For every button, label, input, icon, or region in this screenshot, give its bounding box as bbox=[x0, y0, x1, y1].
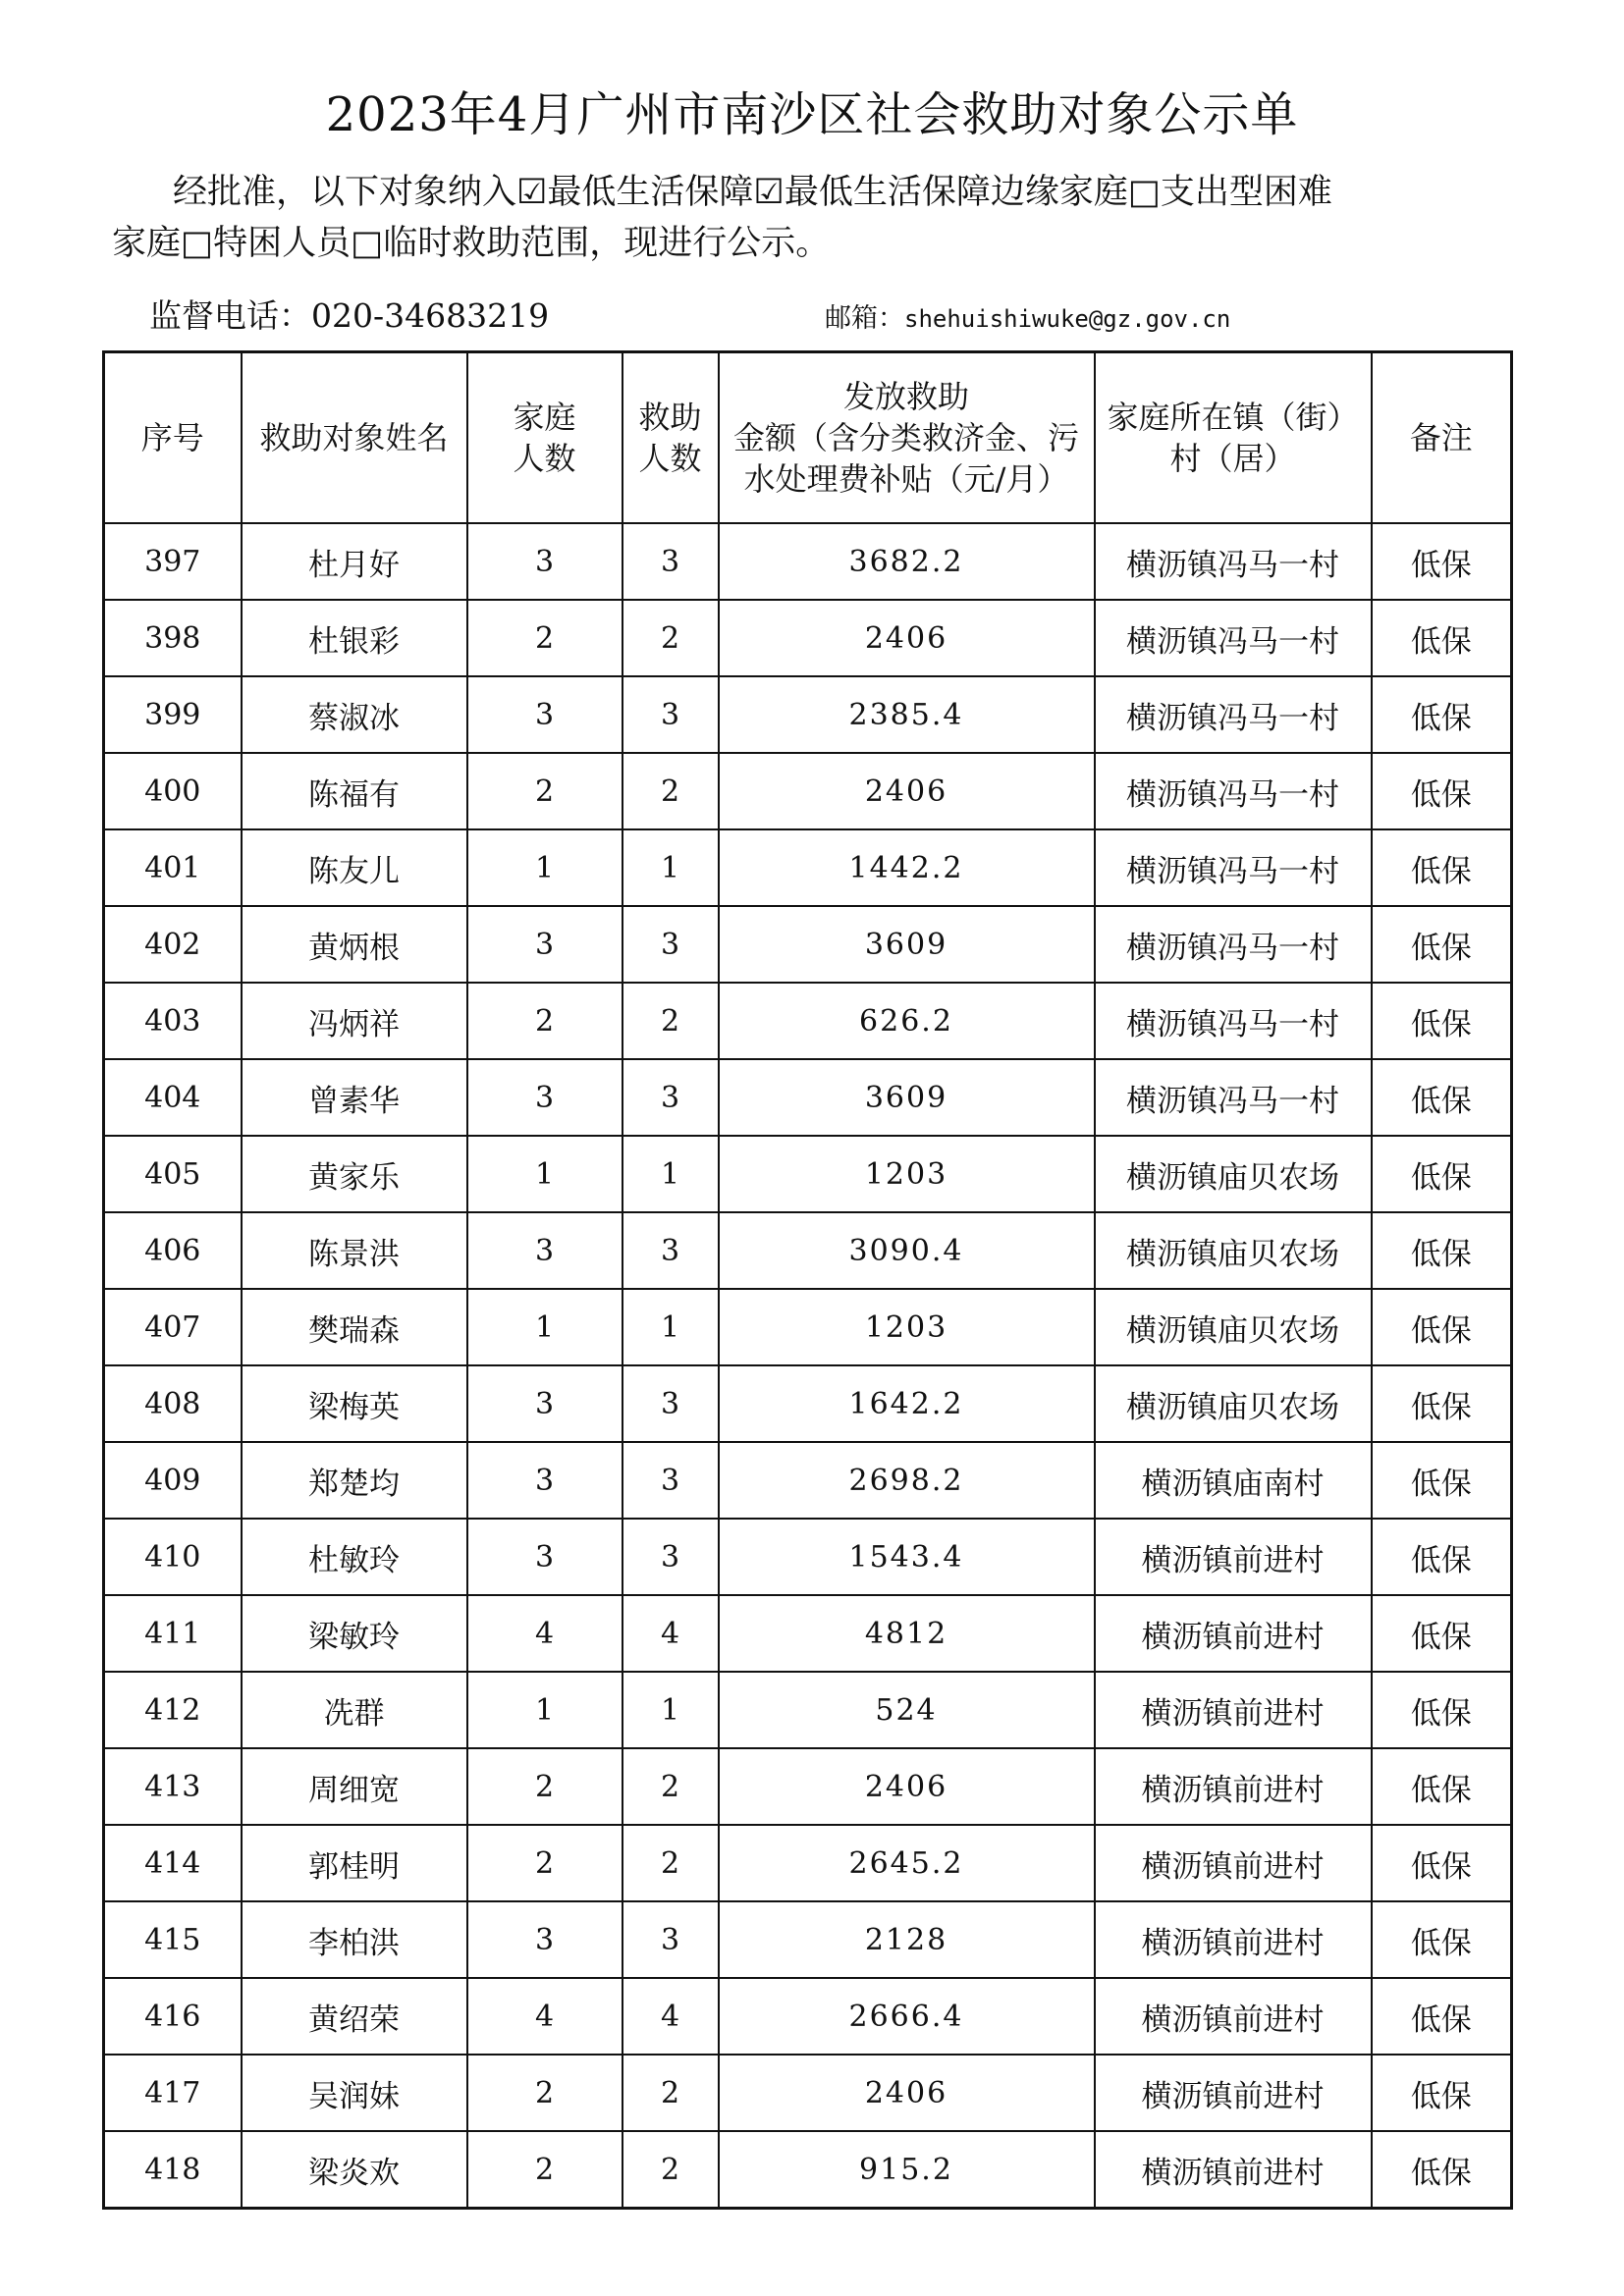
cell-aided-count: 1 bbox=[623, 829, 719, 906]
cell-seq: 398 bbox=[104, 600, 242, 676]
table-row bbox=[104, 1212, 1512, 1289]
table-row bbox=[104, 906, 1512, 983]
cell-family-count: 3 bbox=[467, 1212, 623, 1289]
intro-text-3: 最低生活保障边缘家庭 bbox=[784, 173, 1128, 212]
cell-amount: 2666.4 bbox=[719, 1978, 1095, 2055]
cell-amount: 2385.4 bbox=[719, 676, 1095, 753]
cell-remark: 低保 bbox=[1372, 1442, 1512, 1519]
table-row bbox=[104, 1672, 1512, 1748]
cell-town: 横沥镇前进村 bbox=[1095, 1978, 1372, 2055]
cell-seq: 406 bbox=[104, 1212, 242, 1289]
intro-text-1: 经批准，以下对象纳入 bbox=[173, 173, 517, 212]
intro-paragraph bbox=[114, 167, 1528, 269]
cell-family-count: 2 bbox=[467, 600, 623, 676]
cell-amount: 2645.2 bbox=[719, 1825, 1095, 1901]
cell-town: 横沥镇前进村 bbox=[1095, 1901, 1372, 1978]
cell-name: 樊瑞森 bbox=[242, 1289, 467, 1365]
cell-remark: 低保 bbox=[1372, 600, 1512, 676]
cell-name: 黄家乐 bbox=[242, 1136, 467, 1212]
table-row bbox=[104, 523, 1512, 600]
cell-name: 黄炳根 bbox=[242, 906, 467, 983]
cell-name: 郑楚均 bbox=[242, 1442, 467, 1519]
cell-amount: 3609 bbox=[719, 906, 1095, 983]
cell-remark: 低保 bbox=[1372, 1748, 1512, 1825]
cell-remark: 低保 bbox=[1372, 1059, 1512, 1136]
intro-text-7: 临时救助范围，现进行公示。 bbox=[383, 224, 831, 263]
cell-seq: 410 bbox=[104, 1519, 242, 1595]
table-row bbox=[104, 1136, 1512, 1212]
phone-block bbox=[149, 291, 549, 337]
cell-name: 杜敏玲 bbox=[242, 1519, 467, 1595]
email-address: shehuishiwuke@gz.gov.cn bbox=[904, 305, 1231, 333]
table-row bbox=[104, 600, 1512, 676]
cell-amount: 915.2 bbox=[719, 2131, 1095, 2209]
cell-seq: 403 bbox=[104, 983, 242, 1059]
cell-amount: 2128 bbox=[719, 1901, 1095, 1978]
cell-name: 陈景洪 bbox=[242, 1212, 467, 1289]
cell-family-count: 3 bbox=[467, 1519, 623, 1595]
cell-remark: 低保 bbox=[1372, 906, 1512, 983]
cell-amount: 1442.2 bbox=[719, 829, 1095, 906]
cell-aided-count: 3 bbox=[623, 1365, 719, 1442]
cell-seq: 413 bbox=[104, 1748, 242, 1825]
cell-seq: 408 bbox=[104, 1365, 242, 1442]
header-aided-count: 救助 人数 bbox=[623, 352, 719, 524]
checkbox-dibao-edge: ☑ bbox=[753, 173, 785, 212]
table-row bbox=[104, 1519, 1512, 1595]
cell-town: 横沥镇前进村 bbox=[1095, 1595, 1372, 1672]
checkbox-temporary: □ bbox=[351, 224, 384, 263]
cell-family-count: 4 bbox=[467, 1978, 623, 2055]
table-row bbox=[104, 1442, 1512, 1519]
cell-town: 横沥镇庙贝农场 bbox=[1095, 1136, 1372, 1212]
cell-family-count: 2 bbox=[467, 2055, 623, 2131]
phone-number: 020-34683219 bbox=[311, 296, 550, 335]
cell-name: 杜银彩 bbox=[242, 600, 467, 676]
header-family-count: 家庭 人数 bbox=[467, 352, 623, 524]
cell-remark: 低保 bbox=[1372, 1595, 1512, 1672]
header-amount: 发放救助 金额（含分类救济金、污 水处理费补贴（元/月） bbox=[719, 352, 1095, 524]
cell-seq: 399 bbox=[104, 676, 242, 753]
cell-amount: 2698.2 bbox=[719, 1442, 1095, 1519]
cell-amount: 3609 bbox=[719, 1059, 1095, 1136]
cell-aided-count: 2 bbox=[623, 983, 719, 1059]
cell-family-count: 3 bbox=[467, 1365, 623, 1442]
cell-seq: 400 bbox=[104, 753, 242, 829]
cell-aided-count: 2 bbox=[623, 1825, 719, 1901]
cell-name: 吴润妹 bbox=[242, 2055, 467, 2131]
cell-remark: 低保 bbox=[1372, 2055, 1512, 2131]
cell-aided-count: 3 bbox=[623, 1519, 719, 1595]
cell-name: 蔡淑冰 bbox=[242, 676, 467, 753]
cell-family-count: 3 bbox=[467, 1442, 623, 1519]
cell-seq: 404 bbox=[104, 1059, 242, 1136]
cell-remark: 低保 bbox=[1372, 2131, 1512, 2209]
cell-aided-count: 3 bbox=[623, 1059, 719, 1136]
cell-seq: 405 bbox=[104, 1136, 242, 1212]
cell-amount: 524 bbox=[719, 1672, 1095, 1748]
cell-name: 黄绍荣 bbox=[242, 1978, 467, 2055]
cell-amount: 1203 bbox=[719, 1289, 1095, 1365]
table-row bbox=[104, 2055, 1512, 2131]
cell-remark: 低保 bbox=[1372, 1519, 1512, 1595]
cell-seq: 407 bbox=[104, 1289, 242, 1365]
header-name: 救助对象姓名 bbox=[242, 352, 467, 524]
intro-text-5: 家庭 bbox=[112, 224, 182, 263]
cell-aided-count: 3 bbox=[623, 676, 719, 753]
cell-town: 横沥镇冯马一村 bbox=[1095, 753, 1372, 829]
phone-label: 监督电话： bbox=[149, 296, 311, 335]
cell-remark: 低保 bbox=[1372, 983, 1512, 1059]
cell-aided-count: 1 bbox=[623, 1672, 719, 1748]
cell-town: 横沥镇冯马一村 bbox=[1095, 829, 1372, 906]
cell-amount: 3682.2 bbox=[719, 523, 1095, 600]
cell-amount: 1642.2 bbox=[719, 1365, 1095, 1442]
header-town: 家庭所在镇（街） 村（居） bbox=[1095, 352, 1372, 524]
cell-remark: 低保 bbox=[1372, 523, 1512, 600]
cell-town: 横沥镇前进村 bbox=[1095, 1672, 1372, 1748]
cell-amount: 2406 bbox=[719, 753, 1095, 829]
cell-town: 横沥镇前进村 bbox=[1095, 1519, 1372, 1595]
cell-aided-count: 2 bbox=[623, 753, 719, 829]
cell-name: 郭桂明 bbox=[242, 1825, 467, 1901]
cell-remark: 低保 bbox=[1372, 1825, 1512, 1901]
cell-name: 李柏洪 bbox=[242, 1901, 467, 1978]
email-label: 邮箱： bbox=[825, 303, 904, 334]
cell-town: 横沥镇前进村 bbox=[1095, 1748, 1372, 1825]
header-remark: 备注 bbox=[1372, 352, 1512, 524]
cell-town: 横沥镇冯马一村 bbox=[1095, 1059, 1372, 1136]
checkbox-tekun: □ bbox=[181, 224, 214, 263]
cell-name: 梁梅英 bbox=[242, 1365, 467, 1442]
cell-family-count: 3 bbox=[467, 523, 623, 600]
cell-town: 横沥镇冯马一村 bbox=[1095, 676, 1372, 753]
cell-town: 横沥镇庙贝农场 bbox=[1095, 1365, 1372, 1442]
cell-remark: 低保 bbox=[1372, 676, 1512, 753]
contact-line bbox=[0, 291, 1624, 340]
cell-name: 梁炎欢 bbox=[242, 2131, 467, 2209]
cell-amount: 626.2 bbox=[719, 983, 1095, 1059]
cell-town: 横沥镇庙贝农场 bbox=[1095, 1289, 1372, 1365]
table-row bbox=[104, 1365, 1512, 1442]
cell-family-count: 3 bbox=[467, 1901, 623, 1978]
cell-family-count: 3 bbox=[467, 1059, 623, 1136]
cell-remark: 低保 bbox=[1372, 829, 1512, 906]
cell-town: 横沥镇前进村 bbox=[1095, 2055, 1372, 2131]
table-row bbox=[104, 2131, 1512, 2209]
cell-amount: 2406 bbox=[719, 600, 1095, 676]
cell-seq: 402 bbox=[104, 906, 242, 983]
cell-seq: 412 bbox=[104, 1672, 242, 1748]
cell-town: 横沥镇冯马一村 bbox=[1095, 906, 1372, 983]
cell-town: 横沥镇冯马一村 bbox=[1095, 523, 1372, 600]
cell-remark: 低保 bbox=[1372, 1672, 1512, 1748]
cell-family-count: 1 bbox=[467, 1136, 623, 1212]
intro-text-2: 最低生活保障 bbox=[547, 173, 754, 212]
cell-town: 横沥镇前进村 bbox=[1095, 2131, 1372, 2209]
cell-amount: 1203 bbox=[719, 1136, 1095, 1212]
cell-town: 横沥镇庙贝农场 bbox=[1095, 1212, 1372, 1289]
cell-family-count: 2 bbox=[467, 2131, 623, 2209]
cell-remark: 低保 bbox=[1372, 1978, 1512, 2055]
cell-seq: 409 bbox=[104, 1442, 242, 1519]
header-seq: 序号 bbox=[104, 352, 242, 524]
table-row bbox=[104, 1289, 1512, 1365]
table-row bbox=[104, 1595, 1512, 1672]
cell-name: 冯炳祥 bbox=[242, 983, 467, 1059]
cell-town: 横沥镇庙南村 bbox=[1095, 1442, 1372, 1519]
cell-name: 冼群 bbox=[242, 1672, 467, 1748]
table-header-row bbox=[104, 352, 1512, 524]
recipients-table bbox=[102, 350, 1513, 2210]
cell-aided-count: 3 bbox=[623, 1442, 719, 1519]
cell-town: 横沥镇前进村 bbox=[1095, 1825, 1372, 1901]
cell-aided-count: 2 bbox=[623, 2055, 719, 2131]
cell-family-count: 1 bbox=[467, 1289, 623, 1365]
cell-aided-count: 1 bbox=[623, 1289, 719, 1365]
cell-name: 曾素华 bbox=[242, 1059, 467, 1136]
table-row bbox=[104, 1059, 1512, 1136]
email-block bbox=[825, 296, 1230, 335]
cell-name: 周细宽 bbox=[242, 1748, 467, 1825]
cell-remark: 低保 bbox=[1372, 1289, 1512, 1365]
table-row bbox=[104, 1901, 1512, 1978]
cell-aided-count: 2 bbox=[623, 2131, 719, 2209]
cell-family-count: 4 bbox=[467, 1595, 623, 1672]
table-body bbox=[104, 523, 1512, 2209]
intro-text-6: 特困人员 bbox=[213, 224, 352, 263]
cell-family-count: 3 bbox=[467, 906, 623, 983]
cell-remark: 低保 bbox=[1372, 1212, 1512, 1289]
cell-family-count: 3 bbox=[467, 676, 623, 753]
cell-amount: 2406 bbox=[719, 2055, 1095, 2131]
cell-aided-count: 3 bbox=[623, 523, 719, 600]
cell-family-count: 1 bbox=[467, 1672, 623, 1748]
cell-aided-count: 2 bbox=[623, 600, 719, 676]
cell-seq: 401 bbox=[104, 829, 242, 906]
page-title: 2023年4月广州市南沙区社会救助对象公示单 bbox=[325, 87, 1299, 142]
table-row bbox=[104, 1825, 1512, 1901]
cell-amount: 4812 bbox=[719, 1595, 1095, 1672]
table-row bbox=[104, 983, 1512, 1059]
cell-aided-count: 3 bbox=[623, 1901, 719, 1978]
checkbox-expenditure: □ bbox=[1127, 173, 1161, 212]
cell-aided-count: 4 bbox=[623, 1595, 719, 1672]
table-row bbox=[104, 1748, 1512, 1825]
cell-town: 横沥镇冯马一村 bbox=[1095, 983, 1372, 1059]
cell-amount: 2406 bbox=[719, 1748, 1095, 1825]
cell-family-count: 2 bbox=[467, 1748, 623, 1825]
cell-remark: 低保 bbox=[1372, 1365, 1512, 1442]
cell-seq: 417 bbox=[104, 2055, 242, 2131]
cell-aided-count: 3 bbox=[623, 1212, 719, 1289]
cell-aided-count: 2 bbox=[623, 1748, 719, 1825]
intro-text-4: 支出型困难 bbox=[1160, 173, 1332, 212]
cell-remark: 低保 bbox=[1372, 1901, 1512, 1978]
cell-family-count: 2 bbox=[467, 983, 623, 1059]
cell-remark: 低保 bbox=[1372, 753, 1512, 829]
checkbox-dibao: ☑ bbox=[516, 173, 548, 212]
cell-town: 横沥镇冯马一村 bbox=[1095, 600, 1372, 676]
table-row bbox=[104, 1978, 1512, 2055]
cell-aided-count: 1 bbox=[623, 1136, 719, 1212]
table-row bbox=[104, 676, 1512, 753]
cell-seq: 418 bbox=[104, 2131, 242, 2209]
cell-seq: 415 bbox=[104, 1901, 242, 1978]
cell-name: 杜月好 bbox=[242, 523, 467, 600]
cell-seq: 414 bbox=[104, 1825, 242, 1901]
cell-seq: 411 bbox=[104, 1595, 242, 1672]
cell-remark: 低保 bbox=[1372, 1136, 1512, 1212]
cell-seq: 397 bbox=[104, 523, 242, 600]
table-row bbox=[104, 829, 1512, 906]
cell-aided-count: 3 bbox=[623, 906, 719, 983]
cell-amount: 1543.4 bbox=[719, 1519, 1095, 1595]
cell-amount: 3090.4 bbox=[719, 1212, 1095, 1289]
cell-family-count: 1 bbox=[467, 829, 623, 906]
cell-name: 陈友儿 bbox=[242, 829, 467, 906]
cell-name: 梁敏玲 bbox=[242, 1595, 467, 1672]
cell-family-count: 2 bbox=[467, 753, 623, 829]
cell-family-count: 2 bbox=[467, 1825, 623, 1901]
cell-name: 陈福有 bbox=[242, 753, 467, 829]
cell-aided-count: 4 bbox=[623, 1978, 719, 2055]
cell-seq: 416 bbox=[104, 1978, 242, 2055]
table-row bbox=[104, 753, 1512, 829]
